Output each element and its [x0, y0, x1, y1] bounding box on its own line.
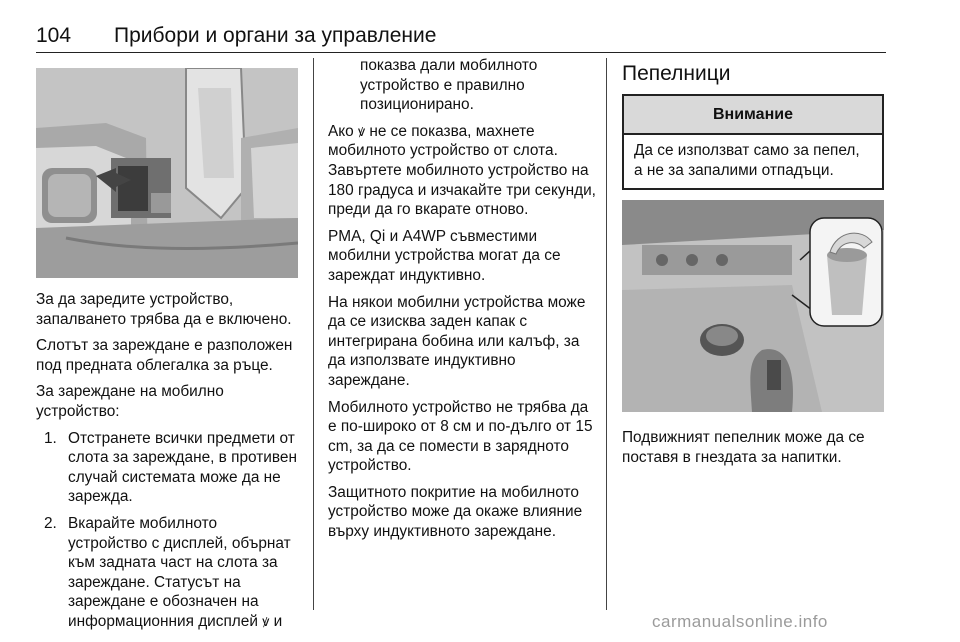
charging-slot-illustration — [36, 68, 298, 278]
paragraph: Слотът за зареждане е разположен под предната облегалка за ръце. — [36, 337, 293, 374]
warning-box — [622, 94, 884, 191]
paragraph: Мобилното устройство не трябва да е по-широко от 8 см и по-дълго от 15 cm, за да се помести в зарядното устройство. — [328, 398, 593, 475]
page-header — [36, 24, 886, 53]
page-number: 104 — [36, 24, 72, 47]
step-number: 2. — [44, 514, 57, 532]
ashtray-illustration — [622, 200, 884, 412]
step-text: Вкарайте мобилното устройство с дисплей, обърнат към задната част на слота за зареждане. Статусът на зареждане е обозначен на информационния дисплей — [68, 514, 291, 630]
charging-status-icon: ꝟ — [262, 612, 270, 629]
warning-heading: Внимание — [624, 96, 882, 136]
column-2 — [328, 56, 596, 549]
charging-status-icon: ꝟ — [358, 122, 366, 139]
paragraph: Защитното покритие на мобилното устройство може да окаже влияние върху индуктивното зареждане. — [328, 483, 583, 541]
text-segment: не се показва, махнете мобилното устройство от слота. Завъртете мобилното устройство на 180 градуса и изчакайте три секунди, преди да го вкарате отново. — [328, 122, 596, 219]
continued-step-text: показва дали мобилното устройство е правилно позиционирано. — [360, 57, 538, 114]
warning-text: Да се използват само за пепел, а не за запалими отпадъци. — [634, 142, 860, 179]
paragraph — [328, 122, 596, 220]
list-item — [36, 429, 298, 507]
paragraph: За да заредите устройство, запалването трябва да е включено. — [36, 291, 292, 328]
column-3 — [622, 58, 884, 475]
step-text-tail: и — [273, 612, 283, 630]
text-segment: Ако — [328, 122, 354, 140]
step-text: Отстранете всички предмети от слота за зареждане, в противен случай системата може да не зарежда. — [68, 429, 297, 506]
charging-steps-list — [36, 429, 298, 632]
paragraph: На някои мобилни устройства може да се изисква заден капак с интегрирана бобина или калъф, за да използвате индуктивно зареждане. — [328, 293, 586, 389]
paragraph: За зареждане на мобилно устройство: — [36, 383, 224, 420]
watermark: carmanualsonline.info — [652, 612, 828, 631]
page-title: Прибори и органи за управление — [114, 24, 437, 47]
paragraph: PMA, Qi и A4WP съвместими мобилни устройства могат да се зареждат индуктивно. — [328, 227, 561, 284]
column-divider — [313, 58, 314, 610]
illustration-caption: Подвижният пепелник може да се поставя в гнездата за напитки. — [622, 429, 865, 466]
column-divider — [606, 58, 607, 610]
list-item — [36, 514, 298, 632]
section-title: Пепелници — [622, 62, 731, 85]
step-number: 1. — [44, 429, 57, 447]
column-1 — [36, 68, 298, 639]
